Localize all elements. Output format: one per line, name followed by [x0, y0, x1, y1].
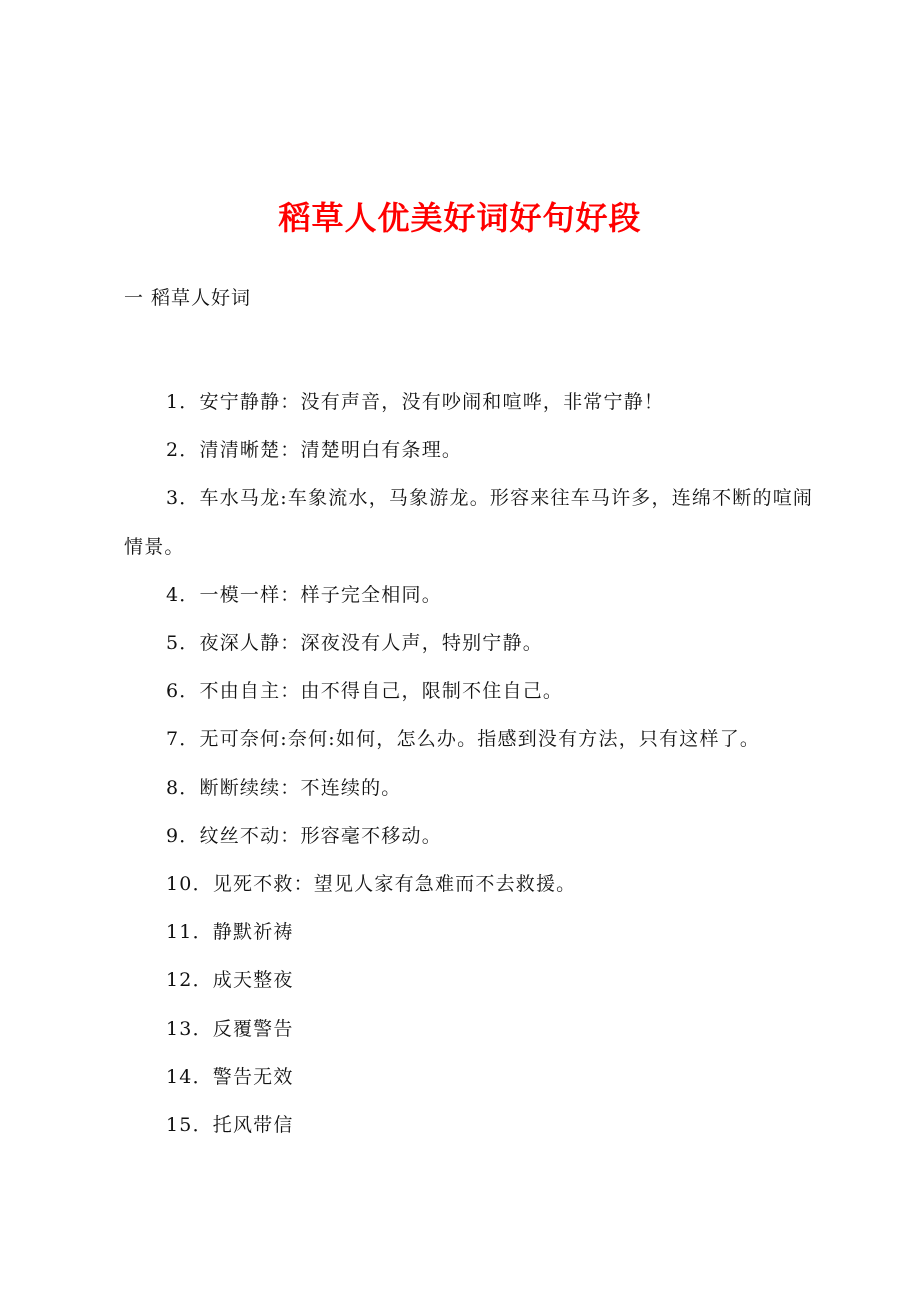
list-item: 11．静默祈祷	[166, 921, 294, 944]
list-item: 13．反覆警告	[166, 1017, 294, 1040]
list-item: 8．断断续续：不连续的。	[166, 776, 402, 799]
list-item: 5．夜深人静：深夜没有人声，特别宁静。	[166, 632, 543, 655]
list-item: 2．清清晰楚：清楚明白有条理。	[166, 439, 463, 462]
list-item: 9．纹丝不动：形容毫不移动。	[166, 824, 442, 847]
list-item: 12．成天整夜	[166, 969, 294, 992]
list-item: 14．警告无效	[166, 1065, 294, 1088]
list-item: 1．安宁静静：没有声音，没有吵闹和喧哗，非常宁静！	[166, 391, 665, 413]
list-item: 3．车水马龙:车象流水，马象游龙。形容来往车马许多，连绵不断的喧闹情景。	[124, 487, 814, 558]
document-title: 稻草人优美好词好句好段	[278, 199, 642, 237]
list-item: 10．见死不救：望见人家有急难而不去救援。	[166, 873, 577, 896]
section-heading: 一 稻草人好词	[124, 287, 252, 309]
list-item: 6．不由自主：由不得自己，限制不住自己。	[166, 680, 564, 703]
list-item: 4．一模一样：样子完全相同。	[166, 583, 442, 606]
word-list	[124, 378, 814, 1149]
list-item: 15．托风带信	[166, 1114, 294, 1137]
list-item: 7．无可奈何:奈何:如何，怎么办。指感到没有方法，只有这样了。	[166, 728, 761, 751]
